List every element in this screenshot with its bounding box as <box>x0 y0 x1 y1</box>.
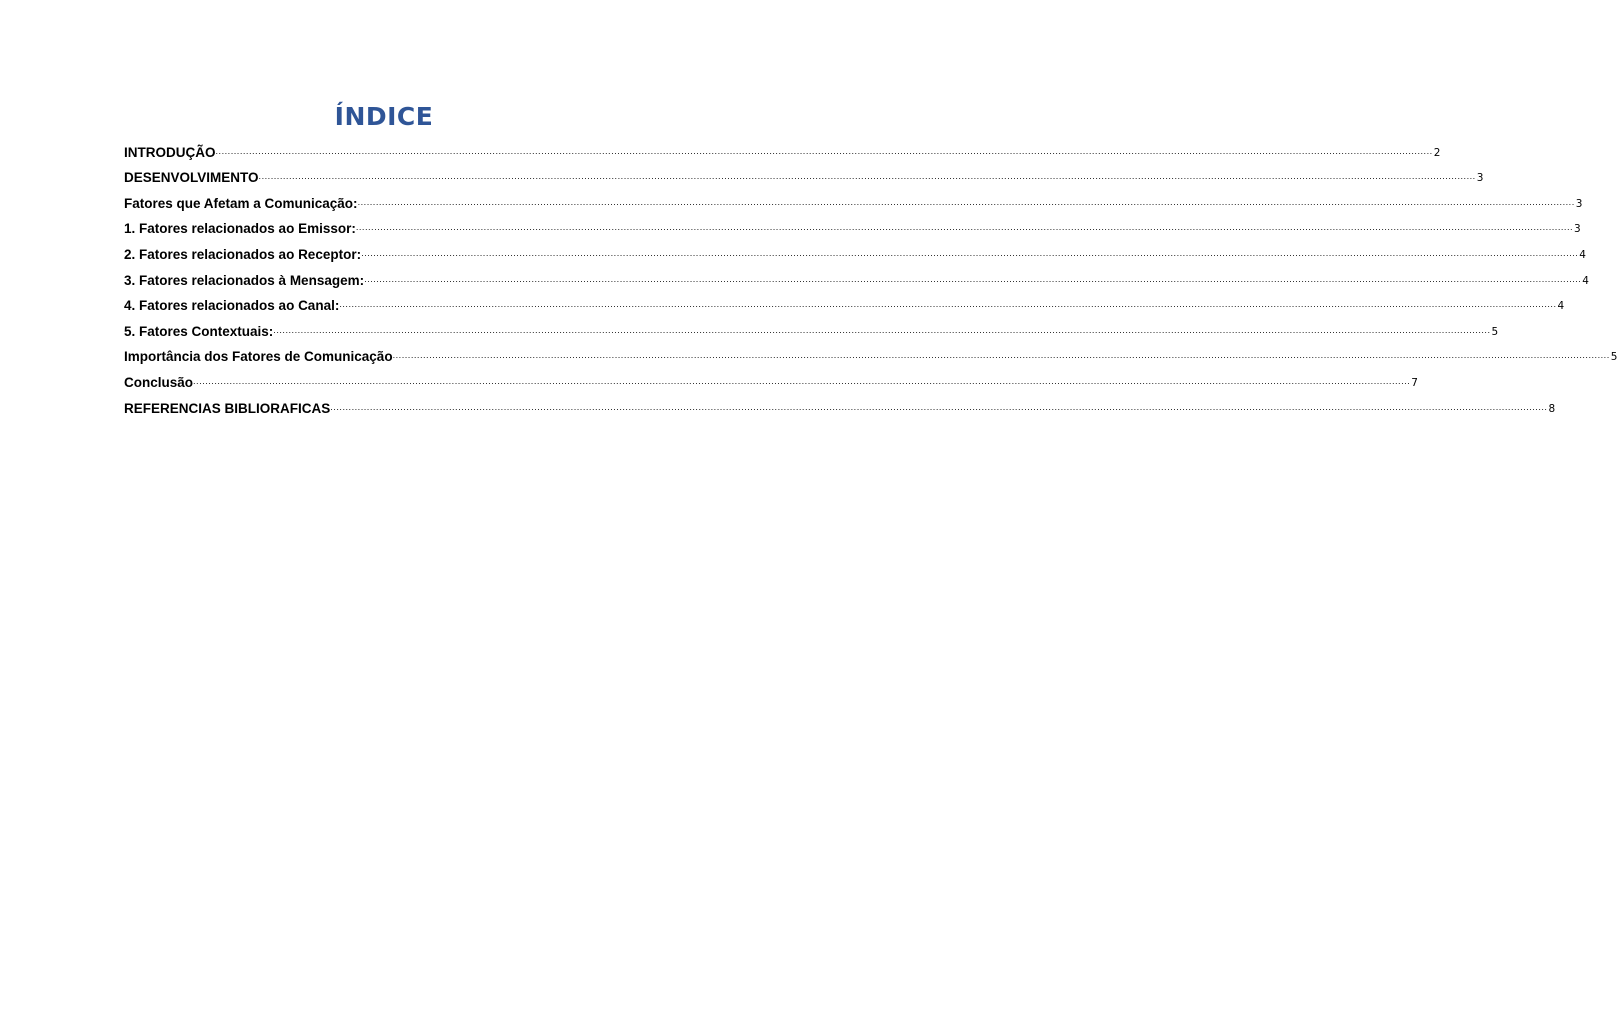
toc-page-number: 5 <box>1610 351 1617 364</box>
toc-entry-label: 2. Fatores relacionados ao Receptor: <box>124 246 362 262</box>
toc-entry-label: DESENVOLVIMENTO <box>124 170 259 186</box>
toc-dot-leader: ................................................................................................................................................................................................................................................................................................................................................................................................................ <box>392 351 1610 361</box>
toc-dot-leader: ................................................................................................................................................................................................................................................................................................................................................................................................................ <box>357 197 1575 207</box>
toc-entry-receptor[interactable] <box>124 238 1586 264</box>
toc-entry-label: Conclusão <box>124 374 194 390</box>
toc-entry-label: REFERENCIAS BIBLIORAFICAS <box>124 400 331 416</box>
toc-entry-label: 4. Fatores relacionados ao Canal: <box>124 298 340 314</box>
toc-dot-leader: ................................................................................................................................................................................................................................................................................................................................................................................................................ <box>364 274 1582 284</box>
toc-page-number: 7 <box>1411 376 1418 389</box>
toc-entry-canal[interactable] <box>124 290 1565 316</box>
toc-page-number: 3 <box>1574 223 1581 236</box>
toc-entry-mensagem[interactable] <box>124 264 1589 290</box>
toc-entry-referencias[interactable] <box>124 392 1556 418</box>
toc-dot-leader: ................................................................................................................................................................................................................................................................................................................................................................................................................ <box>361 248 1579 258</box>
page-title: ÍNDICE <box>334 102 434 131</box>
toc-entry-emissor[interactable] <box>124 213 1581 239</box>
toc-page-number: 3 <box>1575 197 1583 210</box>
toc-dot-leader: ................................................................................................................................................................................................................................................................................................................................................................................................................ <box>330 402 1548 412</box>
toc-page-number: 3 <box>1476 172 1484 185</box>
toc-entry-contextuais[interactable] <box>124 315 1499 341</box>
toc-entry-label: 5. Fatores Contextuais: <box>124 323 274 339</box>
toc-entry-label: INTRODUÇÃO <box>124 144 216 160</box>
toc-entry-conclusao[interactable] <box>124 366 1418 392</box>
toc-dot-leader: ................................................................................................................................................................................................................................................................................................................................................................................................................ <box>215 146 1433 156</box>
toc-dot-leader: ................................................................................................................................................................................................................................................................................................................................................................................................................ <box>193 376 1411 386</box>
toc-dot-leader: ................................................................................................................................................................................................................................................................................................................................................................................................................ <box>339 300 1557 310</box>
toc-dot-leader: ................................................................................................................................................................................................................................................................................................................................................................................................................ <box>258 172 1476 182</box>
toc-page-number: 5 <box>1491 325 1499 338</box>
toc-entry-label: 1. Fatores relacionados ao Emissor: <box>124 221 356 237</box>
toc-page-number: 4 <box>1579 248 1586 261</box>
toc-page-number: 4 <box>1557 300 1565 313</box>
toc-dot-leader: ................................................................................................................................................................................................................................................................................................................................................................................................................ <box>355 223 1574 233</box>
toc-page-number: 4 <box>1582 274 1589 287</box>
toc-entry-label: Fatores que Afetam a Comunicação: <box>124 195 358 211</box>
toc-entry-label: Importância dos Fatores de Comunicação <box>124 349 393 365</box>
toc-page-number: 8 <box>1548 402 1556 415</box>
toc-entry-importancia[interactable] <box>124 341 1617 367</box>
table-of-contents <box>124 136 1617 418</box>
toc-entry-label: 3. Fatores relacionados à Mensagem: <box>124 272 365 288</box>
toc-dot-leader: ................................................................................................................................................................................................................................................................................................................................................................................................................ <box>273 325 1491 335</box>
toc-entry-introducao[interactable] <box>124 136 1441 162</box>
toc-entry-fatores-comunicacao[interactable] <box>124 187 1583 213</box>
toc-page-number: 2 <box>1433 146 1441 159</box>
toc-entry-desenvolvimento[interactable] <box>124 162 1484 188</box>
